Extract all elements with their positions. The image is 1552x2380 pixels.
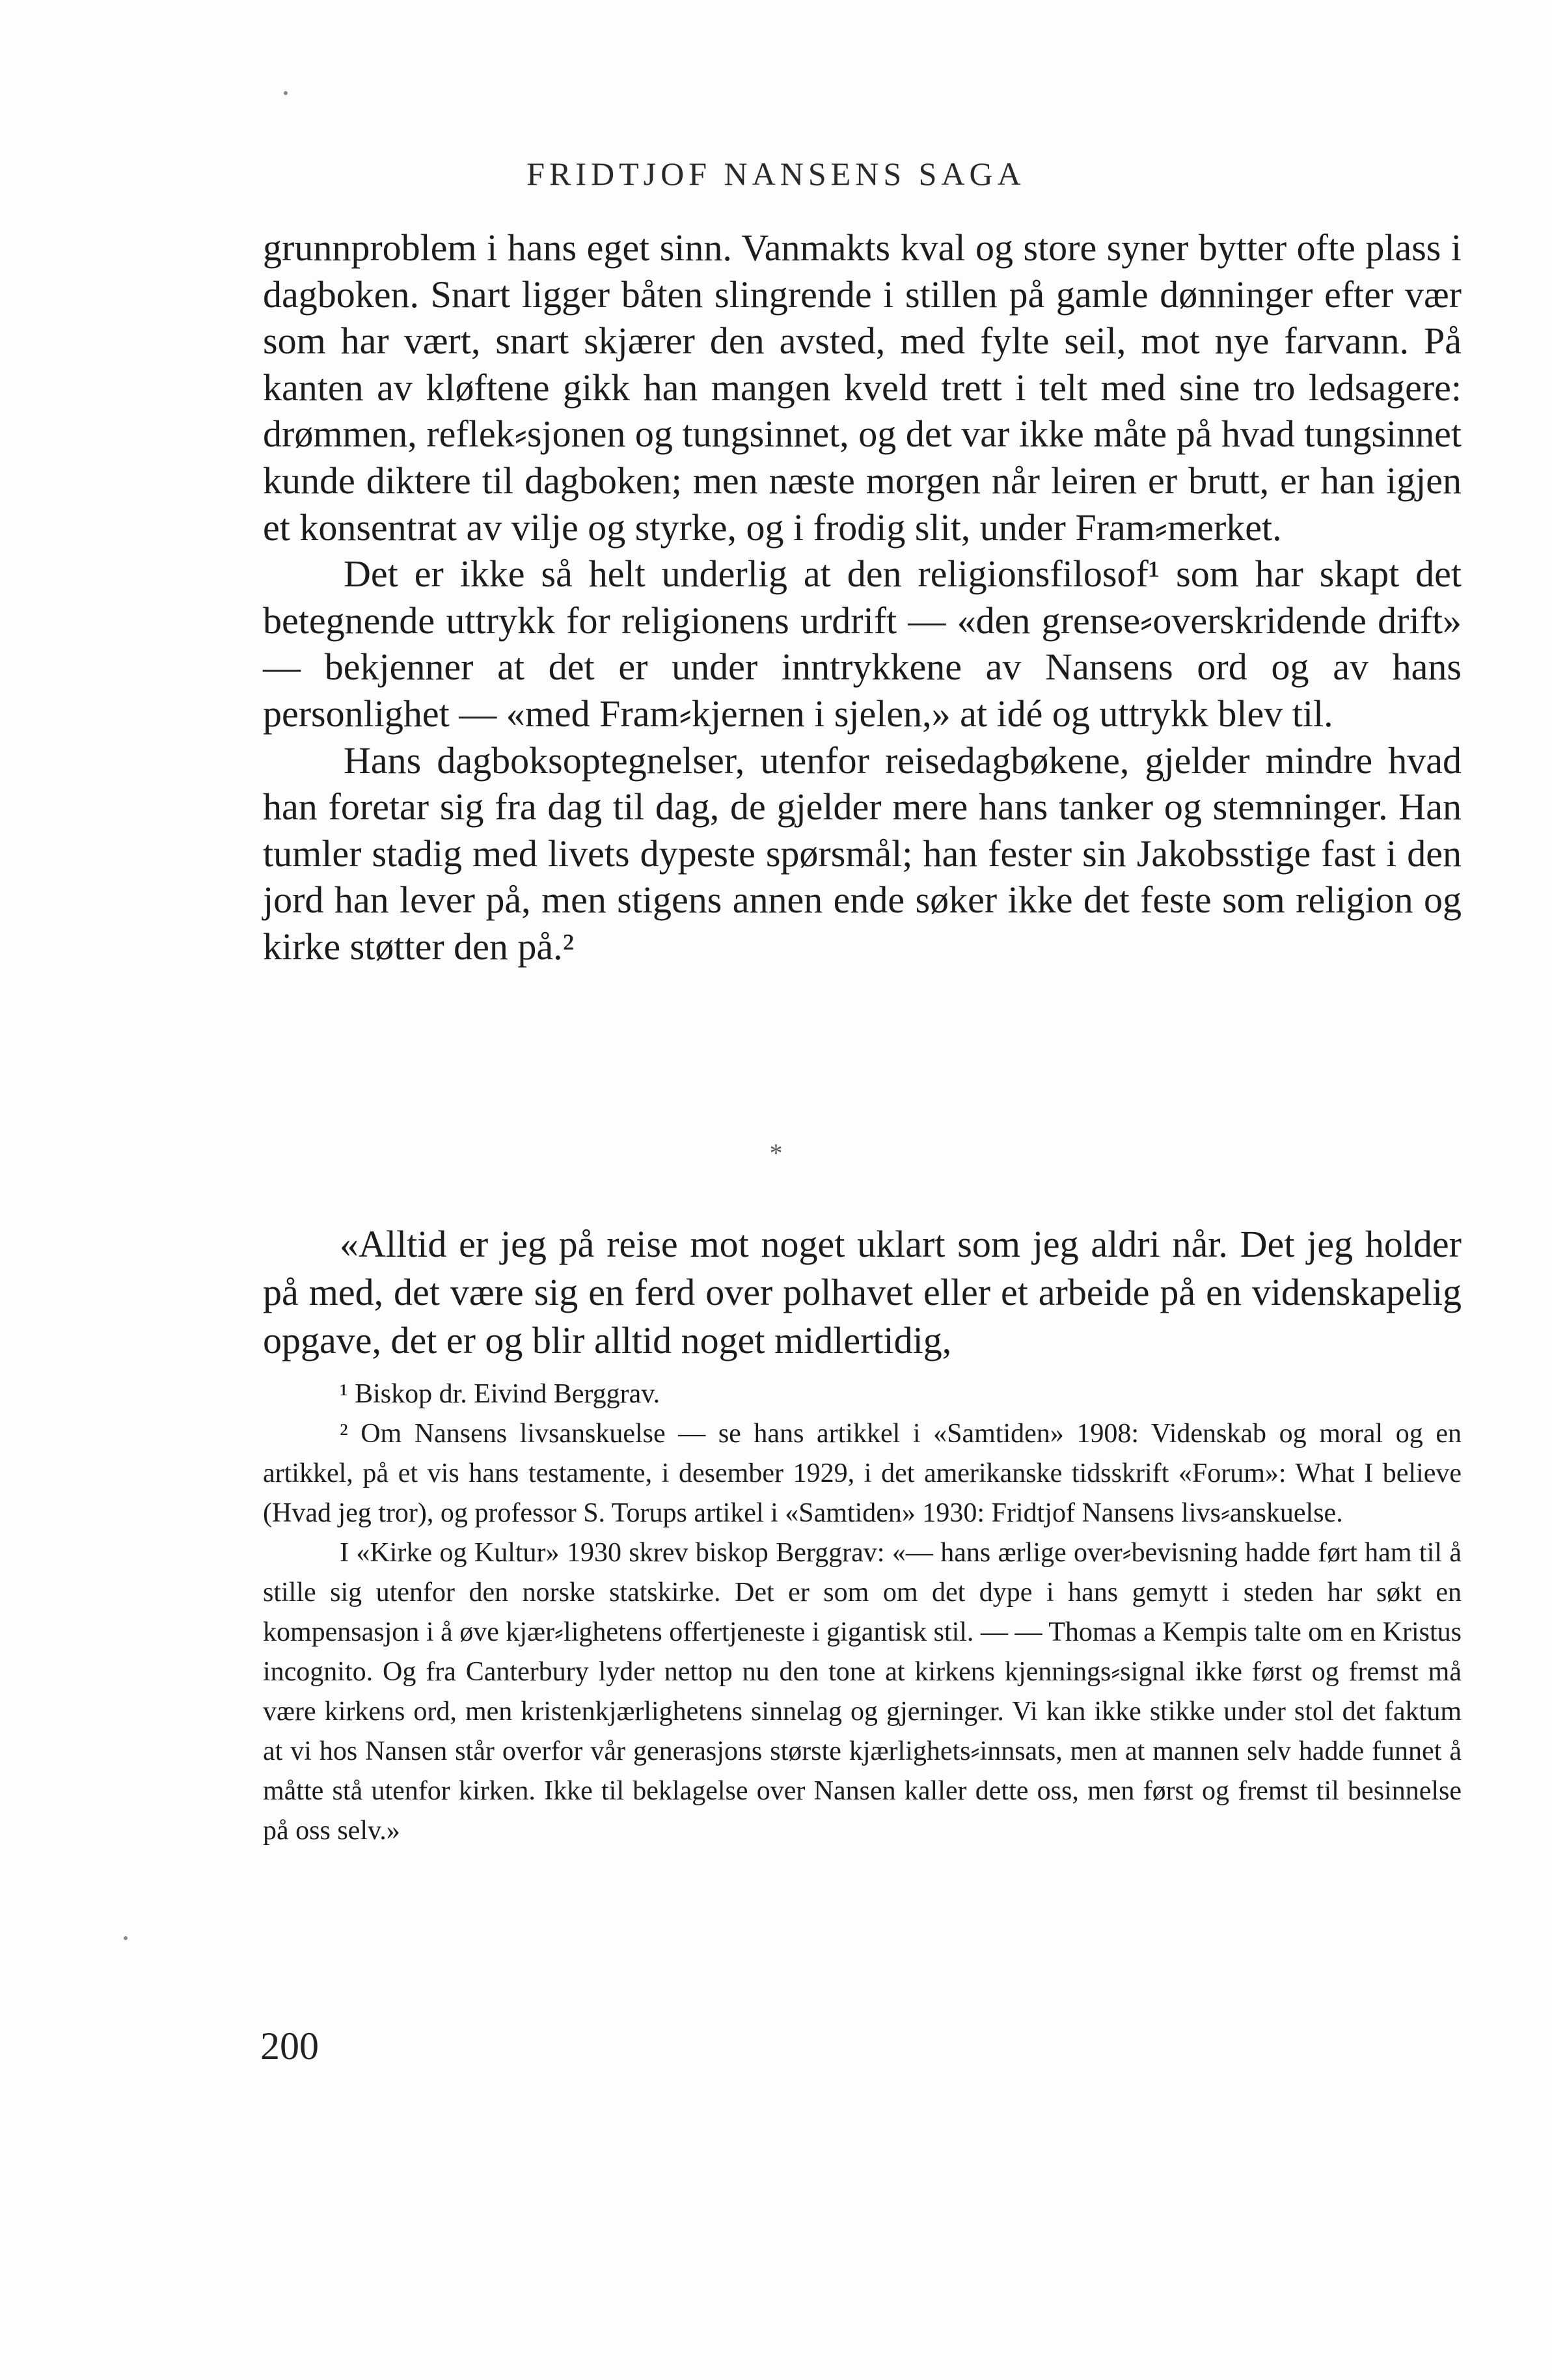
running-header: FRIDTJOF NANSENS SAGA bbox=[526, 156, 1026, 192]
footnote-continuation: I «Kirke og Kultur» 1930 skrev biskop Berggrav: «— hans ærlige over⸗bevisning hadde ført ham til å stille sig utenfor den norske statskirke. Det er som om det dype i hans gemytt i steden har søkt en kompensasjon i å øve kjær⸗lighetens offertjeneste i gigantisk stil. — — Thomas a Kempis talte om en Kristus incognito. Og fra Canterbury lyder nettop nu den tone at kirkens kjennings⸗signal ikke først og fremst må være kirkens ord, men kristenkjærlighetens sinnelag og gjerninger. Vi kan ikke stikke under stol det faktum at vi hos Nansen står overfor vår generasjons største kjærlighets⸗innsats, men at mannen selv hadde funnet å måtte stå utenfor kirken. Ikke til beklagelse over Nansen kaller dette oss, men først og fremst til besinnelse på oss selv.» bbox=[263, 1538, 1462, 1846]
main-text bbox=[263, 225, 1462, 970]
quote-block bbox=[263, 1220, 1462, 1365]
paragraph-3: Hans dagboksoptegnelser, utenfor reisedagbøkene, gjelder mindre hvad han foretar sig fra dag til dag, de gjelder mere hans tanker og stemninger. Han tumler stadig med livets dypeste spørsmål; han fester sin Jakobsstige fast i den jord han lever på, men stigens annen ende søker ikke det feste som religion og kirke støtter den på.² bbox=[263, 739, 1462, 968]
paragraph-2: Det er ikke så helt underlig at den religionsfilosof¹ som har skapt det betegnende uttrykk for religionens urdrift — «den grense⸗overskridende drift» — bekjenner at det er under inntrykkene av Nansens ord og av hans personlighet — «med Fram⸗kjernen i sjelen,» at idé og uttrykk blev til. bbox=[263, 553, 1462, 735]
quote-text: «Alltid er jeg på reise mot noget uklart som jeg aldri når. Det jeg holder på med, det være sig en ferd over polhavet eller et arbeide på en videnskapelig opgave, det er og blir alltid noget midlertidig, bbox=[263, 1223, 1462, 1361]
paragraph-1: grunnproblem i hans eget sinn. Vanmakts kval og store syner bytter ofte plass i dagboken. Snart ligger båten slingrende i stillen på gamle dønninger efter vær som har vært, snart skjærer den avsted, med fylte seil, mot nye farvann. På kanten av kløftene gikk han mangen kveld trett i telt med sine tro ledsagere: drømmen, reflek⸗sjonen og tungsinnet, og det var ikke måte på hvad tungsinnet kunde diktere til dagboken; men næste morgen når leiren er brutt, er han igjen et konsentrat av vilje og styrke, og i frodig slit, under Fram⸗merket. bbox=[263, 226, 1462, 549]
footnote-2: ² Om Nansens livsanskuelse — se hans artikkel i «Samtiden» 1908: Videnskab og moral og en artikkel, på et vis hans testamente, i desember 1929, i det amerikanske tidsskrift «Forum»: What I believe (Hvad jeg tror), og professor S. Torups artikel i «Samtiden» 1930: Fridtjof Nansens livs⸗anskuelse. bbox=[263, 1419, 1462, 1528]
footnotes bbox=[263, 1375, 1462, 1851]
footnote-1: ¹ Biskop dr. Eivind Berggrav. bbox=[340, 1379, 660, 1409]
page-number: 200 bbox=[260, 2025, 319, 2068]
section-divider-asterisk: * bbox=[769, 1138, 783, 1168]
speck-mark bbox=[284, 91, 288, 95]
speck-mark bbox=[124, 1936, 128, 1940]
